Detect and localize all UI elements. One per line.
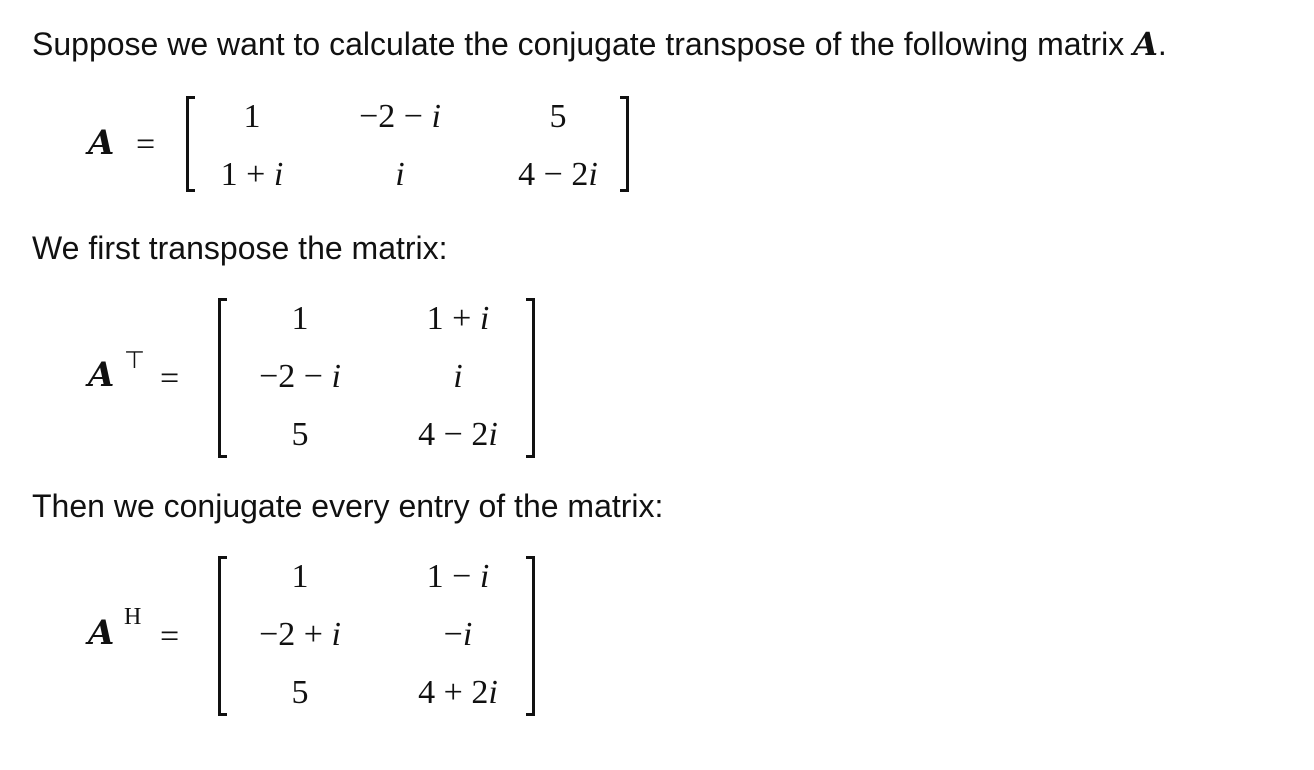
matrix-a-cell: −2 − i <box>359 98 441 135</box>
matrix-at-cell: 5 <box>291 416 309 453</box>
intro-period: . <box>1157 26 1167 62</box>
matrix-a-cell: 1 + i <box>220 156 284 193</box>
matrix-at-cell: 4 − 2i <box>418 416 498 453</box>
matrix-at-equals: = <box>160 360 180 397</box>
transpose-superscript: ⊤ <box>124 347 145 374</box>
matrix-a-cell: 5 <box>549 98 567 135</box>
matrix-ah-equals: = <box>160 618 180 655</box>
matrix-ah-cell: 5 <box>291 674 309 711</box>
hermitian-superscript: H <box>124 604 142 630</box>
matrix-at-cell: −2 − i <box>259 358 341 395</box>
matrix-a-cell: 1 <box>243 98 261 135</box>
intro-matrix-variable: A <box>1133 25 1158 63</box>
matrix-a-cell: 4 − 2i <box>518 156 598 193</box>
matrix-ah-cell: −2 + i <box>259 616 341 653</box>
conjugate-paragraph: Then we conjugate every entry of the matrix: <box>32 488 664 524</box>
transpose-paragraph: We first transpose the matrix: <box>32 230 448 266</box>
intro-text: Suppose we want to calculate the conjugate transpose of the following matrix <box>32 26 1134 62</box>
matrix-at-cell: 1 <box>291 300 309 337</box>
matrix-a-label: A <box>88 123 115 163</box>
matrix-at-cell: i <box>453 358 463 395</box>
matrix-ah-label: A <box>88 613 115 653</box>
matrix-ah-cell: 4 + 2i <box>418 674 498 711</box>
matrix-a-cell: i <box>395 156 405 193</box>
matrix-ah-cell: 1 − i <box>426 558 490 595</box>
matrix-ah-cell: −i <box>443 616 473 653</box>
matrix-a-equals: = <box>136 126 156 163</box>
matrix-at-label: A <box>88 355 115 395</box>
matrix-at-cell: 1 + i <box>426 300 490 337</box>
intro-paragraph <box>32 25 1167 63</box>
matrix-ah-cell: 1 <box>291 558 309 595</box>
